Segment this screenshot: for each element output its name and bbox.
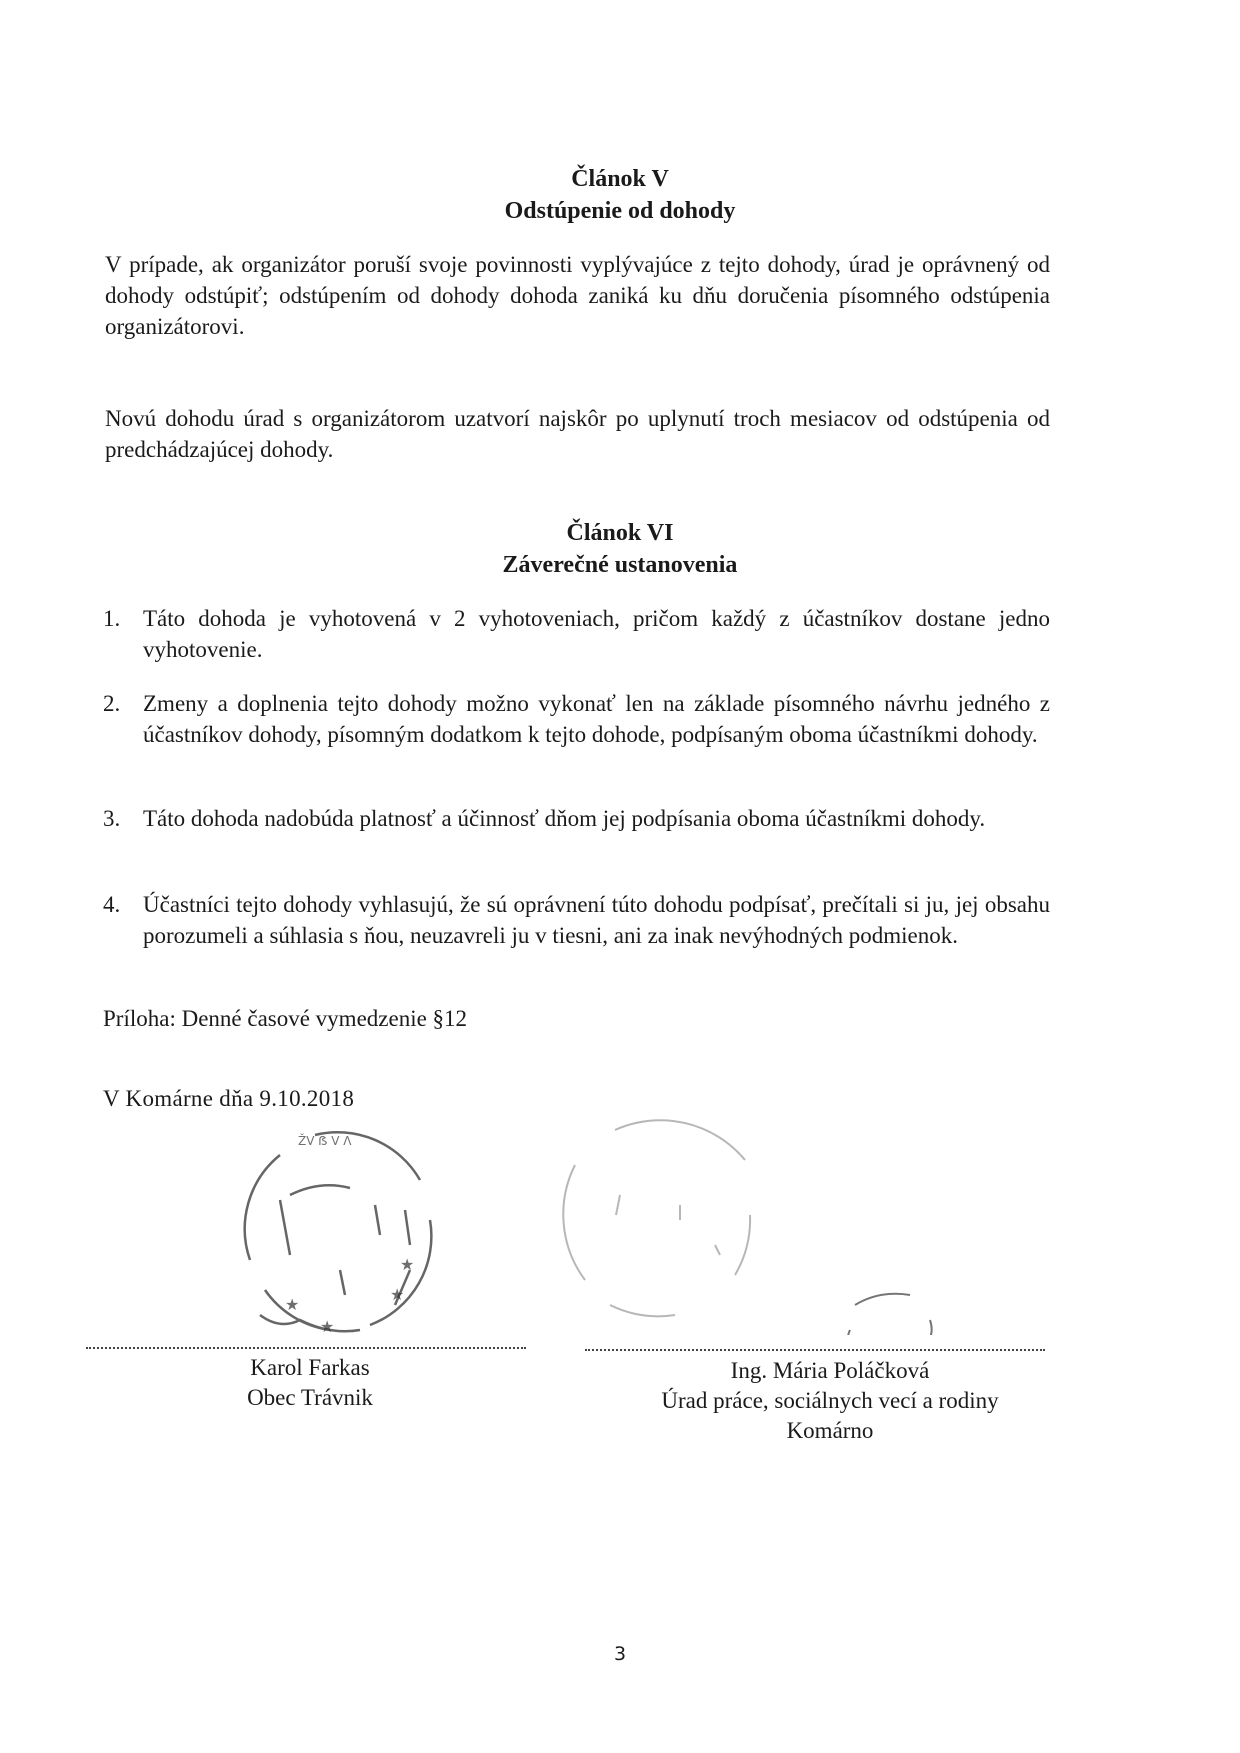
signatory-left-name: Karol Farkas (250, 1355, 370, 1380)
article-5-paragraph-1: V prípade, ak organizátor poruší svoje povinnosti vyplývajúce z tejto dohody, úrad je oprávnený od dohody odstúpiť; odstúpením od dohody dohoda zaniká ku dňu doručenia písomného odstúpenia organizátorovi. (105, 252, 1050, 339)
svg-text:ŽV ẞ V Λ: ŽV ẞ V Λ (298, 1134, 352, 1148)
signature-line-right (585, 1349, 1045, 1351)
place-and-date: V Komárne dňa 9.10.2018 (103, 1086, 355, 1111)
article-6-subtitle: Záverečné ustanovenia (502, 552, 738, 578)
signatory-right-name: Ing. Mária Poláčková (730, 1358, 930, 1383)
article-5-paragraph-2: Novú dohodu úrad s organizátorom uzatvorí najskôr po uplynutí troch mesiacov od odstúpenia od predchádzajúcej dohody. (105, 406, 1050, 462)
attachment-note: Príloha: Denné časové vymedzenie §12 (103, 1006, 468, 1031)
list-item-text: Táto dohoda nadobúda platnosť a účinnosť dňom jej podpísania oboma účastníkmi dohody. (143, 806, 986, 831)
svg-text:★: ★ (285, 1295, 300, 1314)
signatory-right-city: Komárno (786, 1418, 874, 1443)
signatory-right-organization: Úrad práce, sociálnych vecí a rodiny (661, 1388, 999, 1413)
list-item-text: Účastníci tejto dohody vyhlasujú, že sú oprávnení túto dohodu podpísať, prečítali si ju, jej obsahu porozumeli a súhlasia s ňou, neuzavreli ju v tiesni, ani za inak nevýhodných podmienok. (143, 892, 1050, 948)
list-item-number: 1. (103, 606, 121, 631)
article-6-title: Článok VI (566, 520, 674, 546)
list-item-text: Zmeny a doplnenia tejto dohody možno vykonať len na základe písomného návrhu jedného z účastníkov dohody, písomným dodatkom k tejto dohode, podpísaným oboma účastníkmi dohody. (143, 691, 1050, 747)
signatory-left-organization: Obec Trávnik (247, 1385, 373, 1410)
list-item-number: 3. (103, 806, 121, 831)
page-number: 3 (613, 1643, 627, 1665)
svg-text:★: ★ (390, 1285, 405, 1304)
article-5-title: Článok V (571, 166, 669, 192)
list-item-number: 4. (103, 892, 121, 917)
list-item-text: Táto dohoda je vyhotovená v 2 vyhotoveniach, pričom každý z účastníkov dostane jedno vyhotovenie. (143, 606, 1050, 662)
signature-line-left (86, 1347, 526, 1349)
office-stamp-icon (540, 1105, 1020, 1335)
svg-text:★: ★ (320, 1317, 335, 1336)
svg-text:★: ★ (400, 1255, 415, 1274)
article-5-subtitle: Odstúpenie od dohody (504, 198, 736, 224)
municipal-stamp-icon (220, 1120, 450, 1350)
list-item-number: 2. (103, 691, 121, 716)
